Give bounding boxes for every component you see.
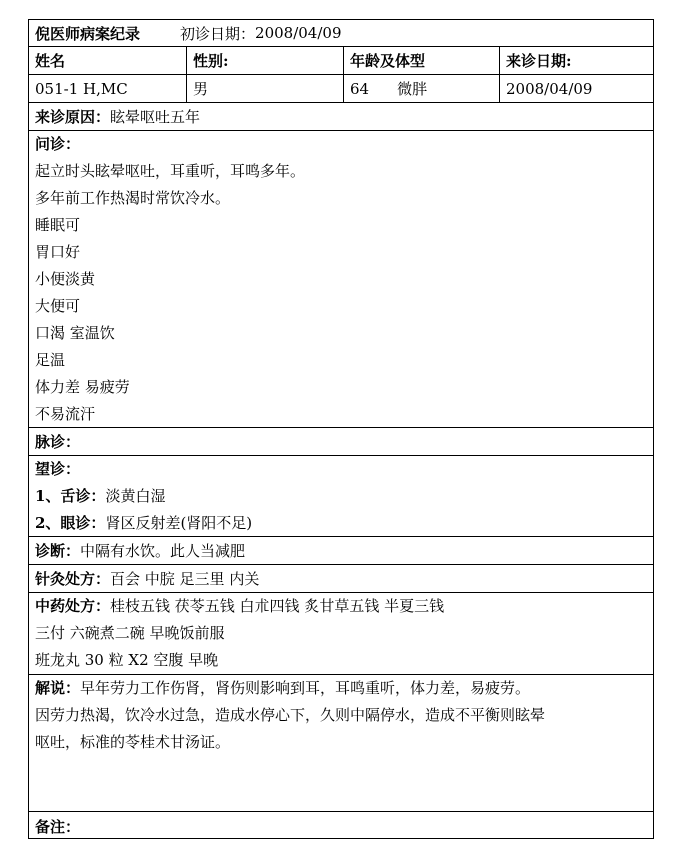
record-title: 倪医师病案纪录 <box>35 24 141 43</box>
herbal-label: 中药处方： <box>35 597 111 615</box>
pulse-label: 脉诊： <box>35 433 81 451</box>
inquiry-line: 体力差 易疲劳 <box>35 378 130 396</box>
patient-body-type: 微胖 <box>397 80 428 98</box>
first-visit-label: 初诊日期： <box>180 24 256 43</box>
herbal-line-3: 班龙丸 30 粒 X2 空腹 早晚 <box>35 651 219 669</box>
inquiry-label: 问诊： <box>35 135 81 153</box>
inquiry-line: 起立时头眩晕呕吐，耳重听，耳鸣多年。 <box>35 162 306 180</box>
notes-row <box>29 812 653 840</box>
pulse-row <box>29 428 653 456</box>
explanation-section <box>29 675 653 812</box>
inspection-section <box>29 456 653 537</box>
acupuncture-value: 百会 中脘 足三里 内关 <box>110 570 260 588</box>
explanation-line-2: 因劳力热渴，饮冷水过急，造成水停心下，久则中隔停水，造成不平衡则眩晕 <box>35 706 546 724</box>
patient-age-body <box>343 75 499 102</box>
herbal-section <box>29 593 653 675</box>
explanation-label: 解说： <box>35 679 81 697</box>
inquiry-line: 胃口好 <box>35 243 81 261</box>
notes-label: 备注： <box>35 817 81 836</box>
reason-value: 眩晕呕吐五年 <box>110 108 201 126</box>
medical-record-table <box>28 19 654 839</box>
inquiry-line: 睡眠可 <box>35 216 81 234</box>
reason-label: 来诊原因： <box>35 108 111 126</box>
diagnosis-row <box>29 537 653 565</box>
patient-age: 64 <box>350 79 370 98</box>
patient-visit-date: 2008/04/09 <box>499 75 655 102</box>
patient-sex: 男 <box>186 75 343 102</box>
acupuncture-row <box>29 565 653 593</box>
herbal-line-1: 桂枝五钱 茯苓五钱 白朮四钱 炙甘草五钱 半夏三钱 <box>110 597 445 615</box>
diagnosis-label: 诊断： <box>35 542 81 560</box>
title-row <box>29 20 653 47</box>
header-row <box>29 47 653 75</box>
name-header: 姓名 <box>35 52 66 70</box>
sex-header: 性别: <box>186 47 343 74</box>
herbal-line-2: 三付 六碗煮二碗 早晚饭前服 <box>35 624 225 642</box>
explanation-line-3: 呕吐，标准的苓桂术甘汤证。 <box>35 733 231 751</box>
patient-name: 051-1 H,MC <box>35 79 128 98</box>
acupuncture-label: 针灸处方： <box>35 570 111 588</box>
first-visit-date: 2008/04/09 <box>255 24 342 42</box>
inspection-label: 望诊： <box>35 460 81 478</box>
inquiry-line: 不易流汗 <box>35 405 96 423</box>
inquiry-line: 大便可 <box>35 297 81 315</box>
eye-label: 2、眼诊： <box>35 514 106 532</box>
inquiry-line: 足温 <box>35 351 66 369</box>
tongue-label: 1、舌诊： <box>35 487 106 505</box>
visit-date-header: 来诊日期: <box>499 47 655 74</box>
age-header: 年龄及体型 <box>343 47 499 74</box>
inquiry-line: 小便淡黄 <box>35 270 96 288</box>
tongue-value: 淡黄白湿 <box>105 487 166 505</box>
diagnosis-value: 中隔有水饮。此人当减肥 <box>80 542 246 560</box>
inquiry-section <box>29 131 653 428</box>
eye-value: 肾区反射差(肾阳不足) <box>105 514 253 532</box>
patient-row <box>29 75 653 103</box>
reason-row <box>29 103 653 131</box>
inquiry-line: 口渴 室温饮 <box>35 324 115 342</box>
explanation-line-1: 早年劳力工作伤肾，肾伤则影响到耳，耳鸣重听，体力差，易疲劳。 <box>80 679 531 697</box>
inquiry-line: 多年前工作热渴时常饮冷水。 <box>35 189 231 207</box>
